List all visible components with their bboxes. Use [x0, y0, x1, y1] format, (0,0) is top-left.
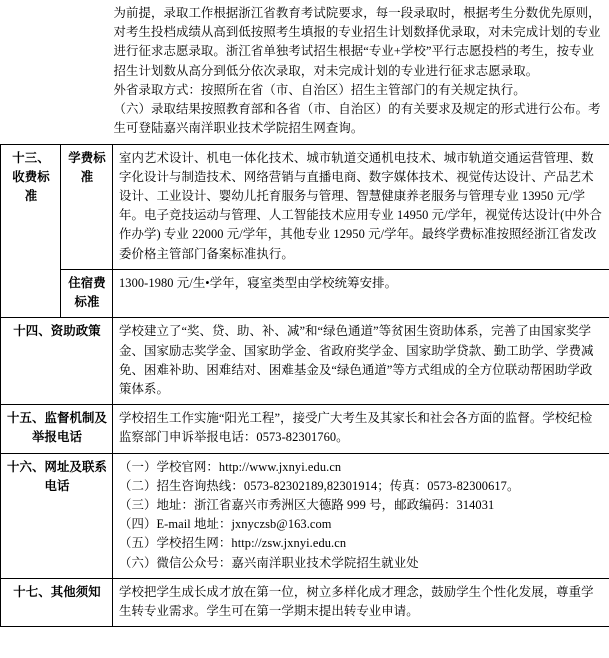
- contact-wechat: （六）微信公众号：嘉兴南洋职业技术学院招生就业处: [119, 555, 419, 570]
- row-label-financial-aid-policy: 十四、资助政策: [1, 318, 113, 405]
- row-supervision-and-report-body: [113, 405, 609, 453]
- row-sublabel-tuition: 学费标准: [61, 144, 113, 269]
- table-row: [1, 318, 609, 405]
- table-row: [1, 0, 609, 144]
- contact-official-website: （一）学校官网：http://www.jxnyi.edu.cn: [119, 459, 342, 474]
- paragraph: （六）录取结果按照教育部和各省（市、自治区）的有关要求及规定的形式进行公布。考生可登陆嘉兴南洋职业技术学院招生网查询。: [113, 102, 601, 136]
- contact-address: （三）地址：浙江省嘉兴市秀洲区大德路 999 号，邮政编码：314031: [119, 498, 495, 513]
- row-financial-aid-policy-body: [113, 318, 609, 405]
- row-label-tuition-standards: 十三、收费标准: [1, 144, 61, 318]
- paragraph: 学校招生工作实施“阳光工程”，接受广大考生及其家长和社会各方面的监督。学校纪检监察部门申诉举报电话：0573-82301760。: [119, 411, 593, 445]
- paragraph: 学校把学生成长成才放在第一位，树立多样化成才理念，鼓励学生个性化发展，尊重学生转专业需求。学生可在第一学期末提出转专业申请。: [119, 584, 594, 619]
- row-sublabel-accommodation: 住宿费标准: [61, 269, 113, 317]
- row-accommodation-standards-body: [113, 269, 609, 317]
- row-label-supervision-and-report: 十五、监督机制及举报电话: [1, 405, 113, 453]
- row-other-notes-body: [113, 578, 609, 626]
- paragraph: 外省录取方式：按照所在省（市、自治区）招生主管部门的有关规定执行。: [113, 82, 526, 97]
- row-tuition-standards-body: [113, 144, 609, 269]
- contact-email: （四）E-mail 地址：jxnyczsb@163.com: [119, 517, 332, 532]
- paragraph: 学校建立了“奖、贷、助、补、减”和“绿色通道”等贫困生资助体系，完善了由国家奖学金、国家励志奖学金、国家助学金、省政府奖学金、国家助学贷款、勤工助学、学费减免、困难补助、困难结对、困难基金及“绿色通道”等方式组成的全方位联动帮困助学政策体系。: [119, 324, 594, 396]
- table-row: [1, 144, 609, 269]
- paragraph: 室内艺术设计、机电一体化技术、城市轨道交通机电技术、城市轨道交通运营管理、数字化设计与制造技术、网络营销与直播电商、数字媒体技术、视觉传达设计、产品艺术设计、工业设计、婴幼儿托育服务与管理、智慧健康养老服务与管理专业 13950 元/学年。电子竞技运动与管理、人工智能技术应用专业 14950 元/学年，视觉传达设计(中外合作办学) 专业 22000 元/学年，其他专业 12950 元/学年。最终学费标准按照经浙江省发改委价格主管部门备案标准执行。: [119, 150, 602, 261]
- table-row: [1, 269, 609, 317]
- row-website-and-contact-body: [113, 453, 609, 578]
- contact-admissions-site: （五）学校招生网：http://zsw.jxnyi.edu.cn: [119, 536, 347, 551]
- row-label-website-and-contact: 十六、网址及联系电话: [1, 453, 113, 578]
- table-row: [1, 453, 609, 578]
- row-label-other-notes: 十七、其他须知: [1, 578, 113, 626]
- paragraph: 为前提，录取工作根据浙江省教育考试院要求，每一段录取时，根据考生分数优先原则，对考生投档成绩从高到低按照考生填报的专业招生计划数择优录取，对未完成计划的专业进行征求志愿录取。浙江省单独考试招生根据“专业+学校”平行志愿投档的考生，按专业招生计划数从高分到低分依次录取，对未完成计划的专业进行征求志愿录取。: [113, 6, 601, 78]
- table-row: [1, 578, 609, 626]
- row-admission-rules-continued-body: [1, 0, 609, 144]
- table-row: [1, 405, 609, 453]
- contact-hotline: （二）招生咨询热线：0573-82302189,82301914；传真：0573-82300617。: [119, 478, 520, 493]
- paragraph: 1300-1980 元/生•学年，寝室类型由学校统筹安排。: [119, 275, 398, 290]
